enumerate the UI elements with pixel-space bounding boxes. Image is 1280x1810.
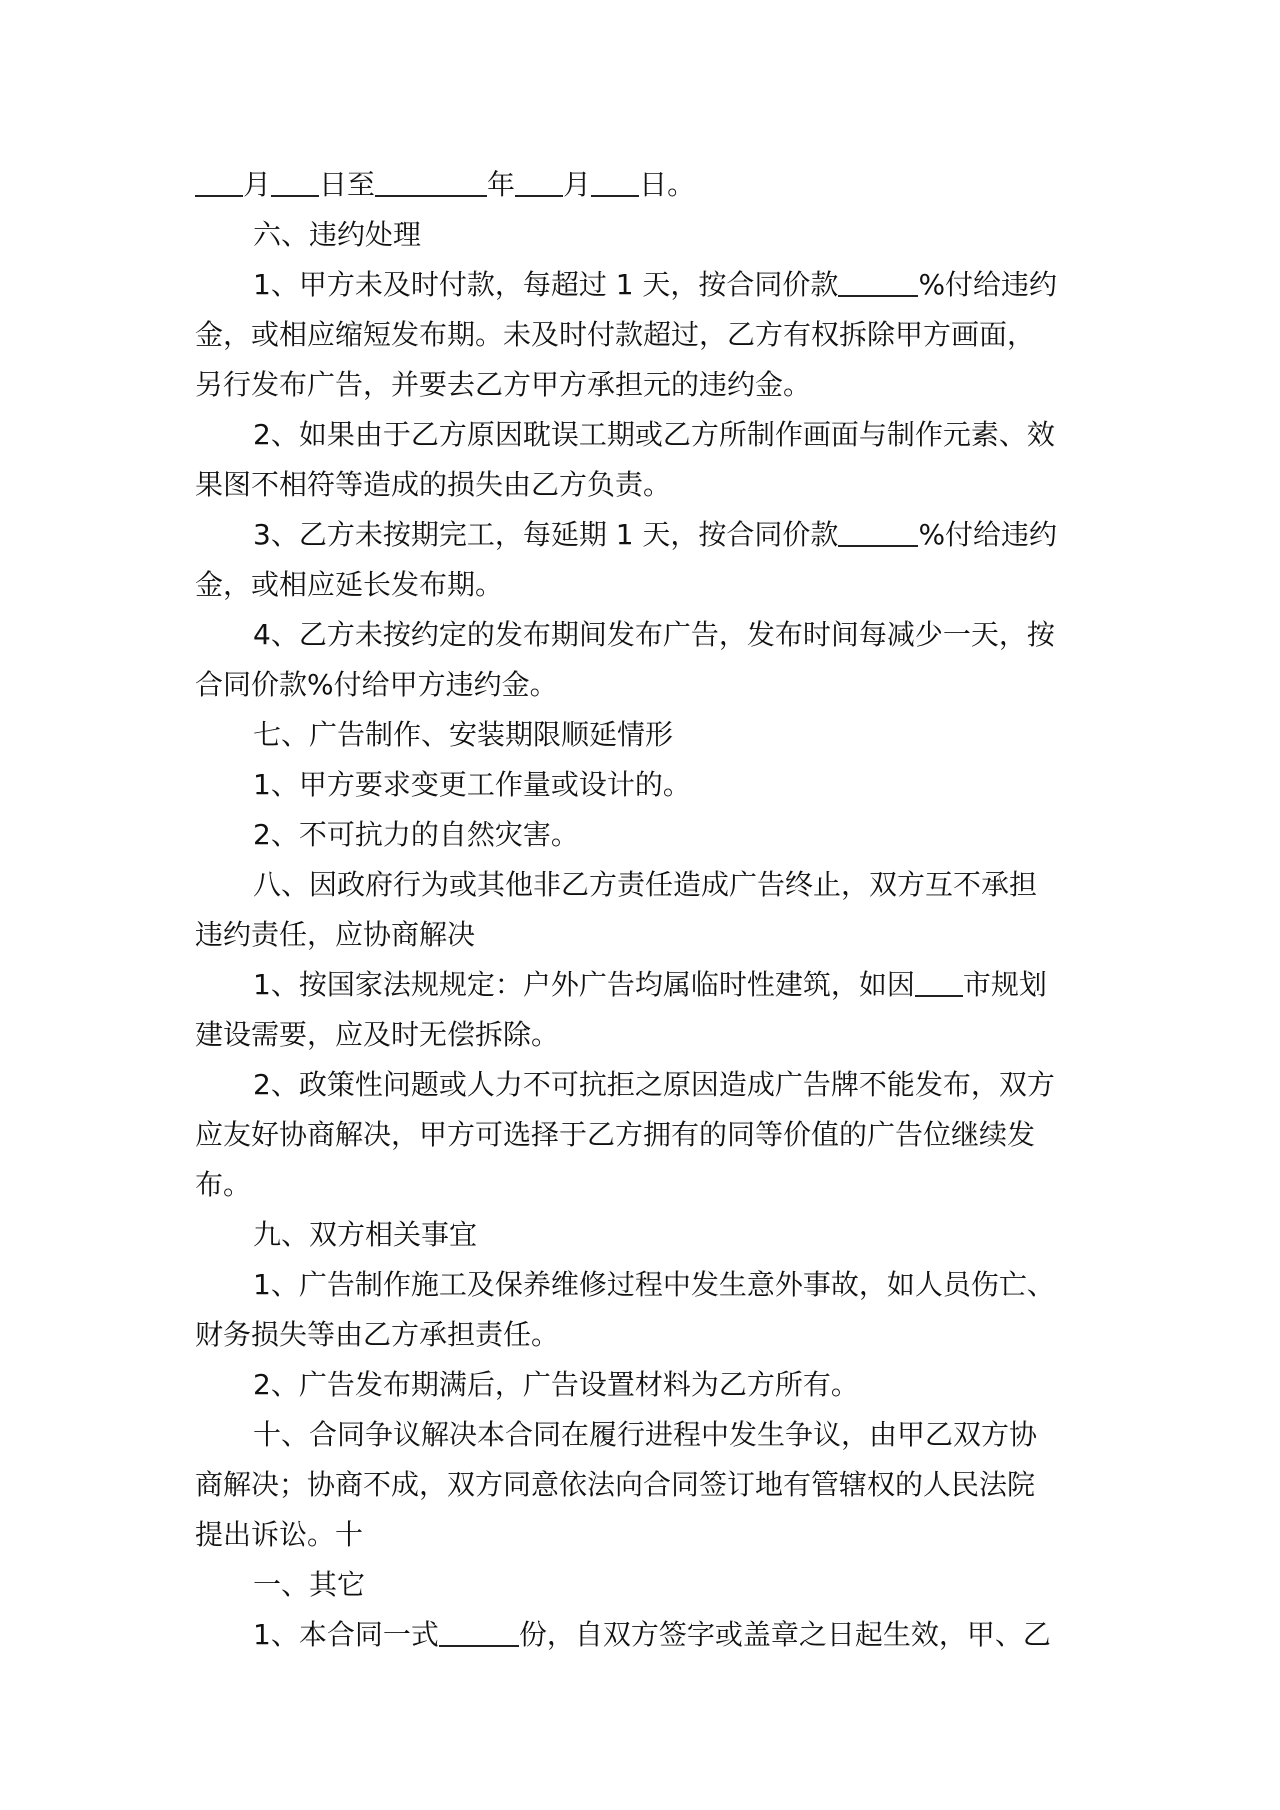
paragraph-line: 果图不相符等造成的损失由乙方负责。: [195, 468, 672, 501]
paragraph-line: 2、广告发布期满后，广告设置材料为乙方所有。: [253, 1368, 859, 1401]
blank-field: [915, 967, 963, 997]
paragraph-line: 违约责任，应协商解决: [195, 918, 476, 951]
paragraph-line: 布。: [195, 1168, 252, 1201]
blank-field: [195, 167, 243, 197]
date-range-line: 月 日至 年 月 日。: [195, 160, 1095, 210]
paragraph-line: 2、不可抗力的自然灾害。: [253, 818, 579, 851]
paragraph-line: 应友好协商解决，甲方可选择于乙方拥有的同等价值的广告位继续发: [195, 1118, 1036, 1151]
paragraph-line: 另行发布广告，并要去乙方甲方承担元的违约金。: [195, 368, 812, 401]
paragraph-line: 商解决；协商不成，双方同意依法向合同签订地有管辖权的人民法院: [195, 1468, 1036, 1501]
paragraph-line: 4、乙方未按约定的发布期间发布广告，发布时间每减少一天，按: [253, 618, 1055, 651]
paragraph-line: 建设需要，应及时无偿拆除。: [195, 1018, 560, 1051]
section-heading: 六、违约处理: [253, 218, 422, 251]
paragraph-line: 1、甲方未及时付款，每超过 1 天，按合同价款 %付给违约: [253, 268, 1058, 301]
blank-field: [838, 267, 918, 297]
paragraph-line: 2、如果由于乙方原因耽误工期或乙方所制作画面与制作元素、效: [253, 418, 1055, 451]
section-heading: 九、双方相关事宜: [253, 1218, 478, 1251]
section-heading: 七、广告制作、安装期限顺延情形: [253, 718, 674, 751]
paragraph-line: 合同价款%付给甲方违约金。: [195, 668, 558, 701]
blank-field: [439, 1617, 519, 1647]
paragraph-line: 金，或相应延长发布期。: [195, 568, 504, 601]
paragraph-line: 1、甲方要求变更工作量或设计的。: [253, 768, 691, 801]
paragraph-line: 金，或相应缩短发布期。未及时付款超过，乙方有权拆除甲方画面，: [195, 318, 1036, 351]
paragraph-line: 2、政策性问题或人力不可抗拒之原因造成广告牌不能发布，双方: [253, 1068, 1055, 1101]
contract-page: [195, 160, 1095, 1660]
blank-field: [375, 167, 487, 197]
paragraph-line: 1、按国家法规规定：户外广告均属临时性建筑，如因 市规划: [253, 968, 1047, 1001]
section-heading: 十、合同争议解决本合同在履行进程中发生争议，由甲乙双方协: [253, 1418, 1038, 1451]
blank-field: [515, 167, 563, 197]
paragraph-line: 提出诉讼。十: [195, 1518, 364, 1551]
paragraph-line: 财务损失等由乙方承担责任。: [195, 1318, 560, 1351]
paragraph-line: 1、广告制作施工及保养维修过程中发生意外事故，如人员伤亡、: [253, 1268, 1055, 1301]
blank-field: [271, 167, 319, 197]
blank-field: [838, 517, 918, 547]
section-heading: 一、其它: [253, 1568, 366, 1601]
blank-field: [591, 167, 639, 197]
paragraph-line: 1、本合同一式 份，自双方签字或盖章之日起生效，甲、乙: [253, 1618, 1051, 1651]
section-heading: 八、因政府行为或其他非乙方责任造成广告终止，双方互不承担: [253, 868, 1038, 901]
paragraph-line: 3、乙方未按期完工，每延期 1 天，按合同价款 %付给违约: [253, 518, 1058, 551]
